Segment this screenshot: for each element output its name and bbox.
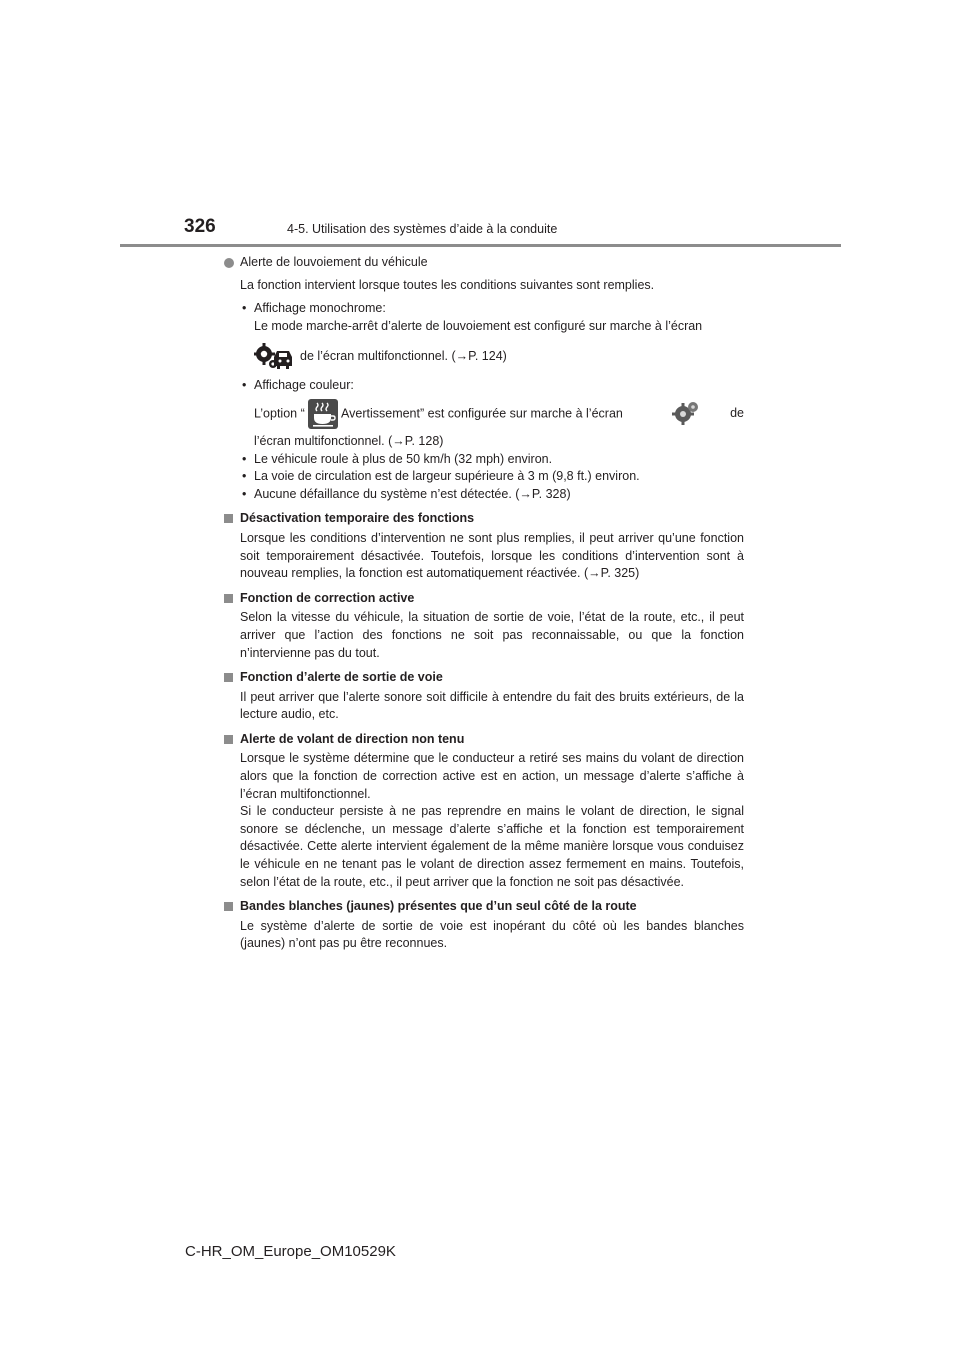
correction-text: Selon la vitesse du véhicule, la situation de sortie de voie, l’état de la route, etc., il peut arriver que l’action des fonctions ne soit pas reconnaissable, ou que la fonction n’intervienne pas du tout. [240, 610, 744, 660]
section-bandes-heading: Bandes blanches (jaunes) présentes que d’un seul côté de la route [0, 898, 960, 916]
square-bullet-icon [224, 514, 233, 523]
gears-icon [671, 399, 701, 429]
condition-lane-width: • La voie de circulation est de largeur supérieure à 3 m (9,8 ft.) environ. [242, 469, 640, 484]
color-option-line: L’option “ Avertissement” est configurée sur marche à l’écran de [254, 399, 744, 429]
header-rule [120, 244, 841, 247]
mono-label: • Affichage monochrome: [242, 301, 386, 316]
section-desactivation-heading: Désactivation temporaire des fonctions [0, 510, 960, 528]
alerte-sortie-text: Il peut arriver que l’alerte sonore soit difficile à entendre du fait des bruits extérieurs, de la lecture audio, etc. [240, 689, 744, 722]
volant-text-2: Si le conducteur persiste à ne pas reprendre en mains le volant de direction, le signal sonore se déclenche, un message d’alerte s’affiche et la fonction est temporairement désactivée. Cette alerte intervient également de la même manière lorsque vous conduisez le véhicule en ne tenant pas le volant de direction assez fermement en mains. Toutefois, selon l’état de la route, etc., il peut arriver que la fonction ne soit pas désactivée. [240, 804, 744, 889]
color-label: • Affichage couleur: [242, 378, 354, 393]
bandes-text: Le système d’alerte de sortie de voie est inopérant du côté où les bandes blanches (jaunes) n’ont pas pu être reconnues. [240, 918, 744, 951]
mono-after-icon-text: de l’écran multifonctionnel. (→P. 124) [300, 348, 507, 363]
settings-car-icon [254, 342, 294, 370]
louvoiement-intro: La fonction intervient lorsque toutes les conditions suivantes sont remplies. [240, 277, 655, 292]
square-bullet-icon [224, 594, 233, 603]
section-correction-heading: Fonction de correction active [0, 590, 960, 608]
footer-doc-code: C-HR_OM_Europe_OM10529K [185, 1243, 396, 1260]
page-number: 326 [184, 216, 216, 237]
mono-icon-line [254, 341, 744, 371]
condition-speed: • Le véhicule roule à plus de 50 km/h (32 mph) environ. [242, 451, 553, 466]
coffee-cup-icon [308, 399, 338, 429]
volant-text-1: Lorsque le système détermine que le conducteur a retiré ses mains du volant de direction alors que la fonction de correction active est en action, un message d’alerte s’affiche à l’écran multifonctionnel. [240, 751, 744, 801]
desactivation-text: Lorsque les conditions d’intervention ne sont plus remplies, il peut arriver qu’une fonction soit temporairement désactivée. Toutefois, lorsque les conditions d’intervention sont à nouveau remplies, la fonction est automatiquement réactivée. (→P. 325) [240, 530, 744, 581]
square-bullet-icon [224, 735, 233, 744]
main-content [0, 252, 960, 953]
condition-no-failure: • Aucune défaillance du système n’est détectée. (→P. 328) [242, 486, 571, 501]
section-alerte-sortie-heading: Fonction d’alerte de sortie de voie [0, 669, 960, 687]
round-bullet-icon [224, 258, 234, 268]
section-volant-heading: Alerte de volant de direction non tenu [0, 731, 960, 749]
section-louvoiement-heading: Alerte de louvoiement du véhicule [0, 254, 960, 272]
square-bullet-icon [224, 673, 233, 682]
square-bullet-icon [224, 902, 233, 911]
color-after-text: l’écran multifonctionnel. (→P. 128) [254, 433, 444, 448]
chapter-title: 4-5. Utilisation des systèmes d’aide à la conduite [287, 222, 558, 236]
mono-text: Le mode marche-arrêt d’alerte de louvoiement est configuré sur marche à l’écran [254, 318, 703, 333]
